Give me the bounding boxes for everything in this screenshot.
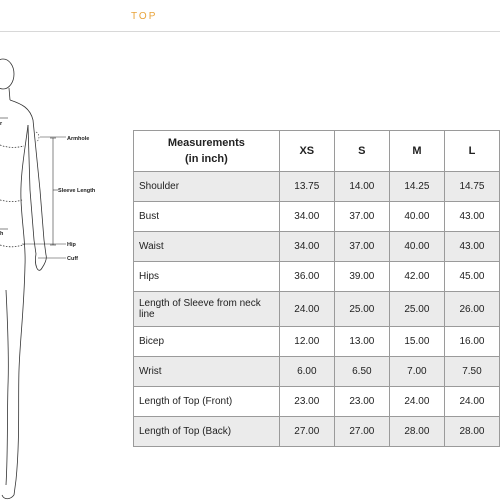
row-label: Shoulder [134,172,280,202]
cell-value: 27.00 [279,417,334,447]
cell-value: 45.00 [444,262,499,292]
cell-value: 14.75 [444,172,499,202]
tab-top[interactable]: TOP [131,11,158,22]
cell-value: 28.00 [389,417,444,447]
cell-value: 23.00 [334,387,389,417]
cell-value: 25.00 [389,292,444,327]
row-label: Hips [134,262,280,292]
row-label: Length of Top (Front) [134,387,280,417]
cell-value: 42.00 [389,262,444,292]
cell-value: 12.00 [279,327,334,357]
cell-value: 24.00 [444,387,499,417]
figure-label-partial-h: h [0,231,4,237]
cell-value: 39.00 [334,262,389,292]
figure-label-partial-r: r [0,121,3,127]
table-row [134,172,500,202]
cell-value: 16.00 [444,327,499,357]
cell-value: 40.00 [389,232,444,262]
table-row [134,417,500,447]
row-label: Bust [134,202,280,232]
figure-label-hip: Hip [67,242,76,248]
body-outline-illustration [0,40,130,503]
cell-value: 24.00 [389,387,444,417]
size-header-m: M [389,131,444,172]
row-label: Wrist [134,357,280,387]
body-measurement-figure [0,40,130,503]
cell-value: 26.00 [444,292,499,327]
cell-value: 23.00 [279,387,334,417]
size-header-s: S [334,131,389,172]
figure-label-armhole: Armhole [67,136,90,142]
cell-value: 43.00 [444,202,499,232]
cell-value: 6.50 [334,357,389,387]
row-label: Length of Top (Back) [134,417,280,447]
measurements-header [134,131,280,172]
table-row [134,262,500,292]
row-label: Waist [134,232,280,262]
cell-value: 25.00 [334,292,389,327]
cell-value: 13.75 [279,172,334,202]
table-row [134,232,500,262]
cell-value: 37.00 [334,232,389,262]
cell-value: 14.25 [389,172,444,202]
header-divider [0,31,500,32]
cell-value: 40.00 [389,202,444,232]
cell-value: 15.00 [389,327,444,357]
cell-value: 24.00 [279,292,334,327]
table-row [134,387,500,417]
row-label: Bicep [134,327,280,357]
table-row [134,202,500,232]
size-chart-header-row [134,131,500,172]
cell-value: 6.00 [279,357,334,387]
cell-value: 7.00 [389,357,444,387]
figure-label-sleeve-length: Sleeve Length [58,188,96,194]
measurements-header-unit: (in inch) [185,153,228,165]
cell-value: 34.00 [279,202,334,232]
cell-value: 43.00 [444,232,499,262]
cell-value: 14.00 [334,172,389,202]
cell-value: 13.00 [334,327,389,357]
table-row [134,292,500,327]
measurements-header-title: Measurements [167,137,245,149]
cell-value: 34.00 [279,232,334,262]
size-header-l: L [444,131,499,172]
cell-value: 36.00 [279,262,334,292]
table-row [134,357,500,387]
row-label: Length of Sleeve from neck line [134,292,280,327]
head-outline [0,59,14,89]
cell-value: 7.50 [444,357,499,387]
figure-label-cuff: Cuff [67,256,78,262]
cell-value: 27.00 [334,417,389,447]
size-chart-table [133,130,500,447]
cell-value: 37.00 [334,202,389,232]
cell-value: 28.00 [444,417,499,447]
table-row [134,327,500,357]
size-header-xs: XS [279,131,334,172]
